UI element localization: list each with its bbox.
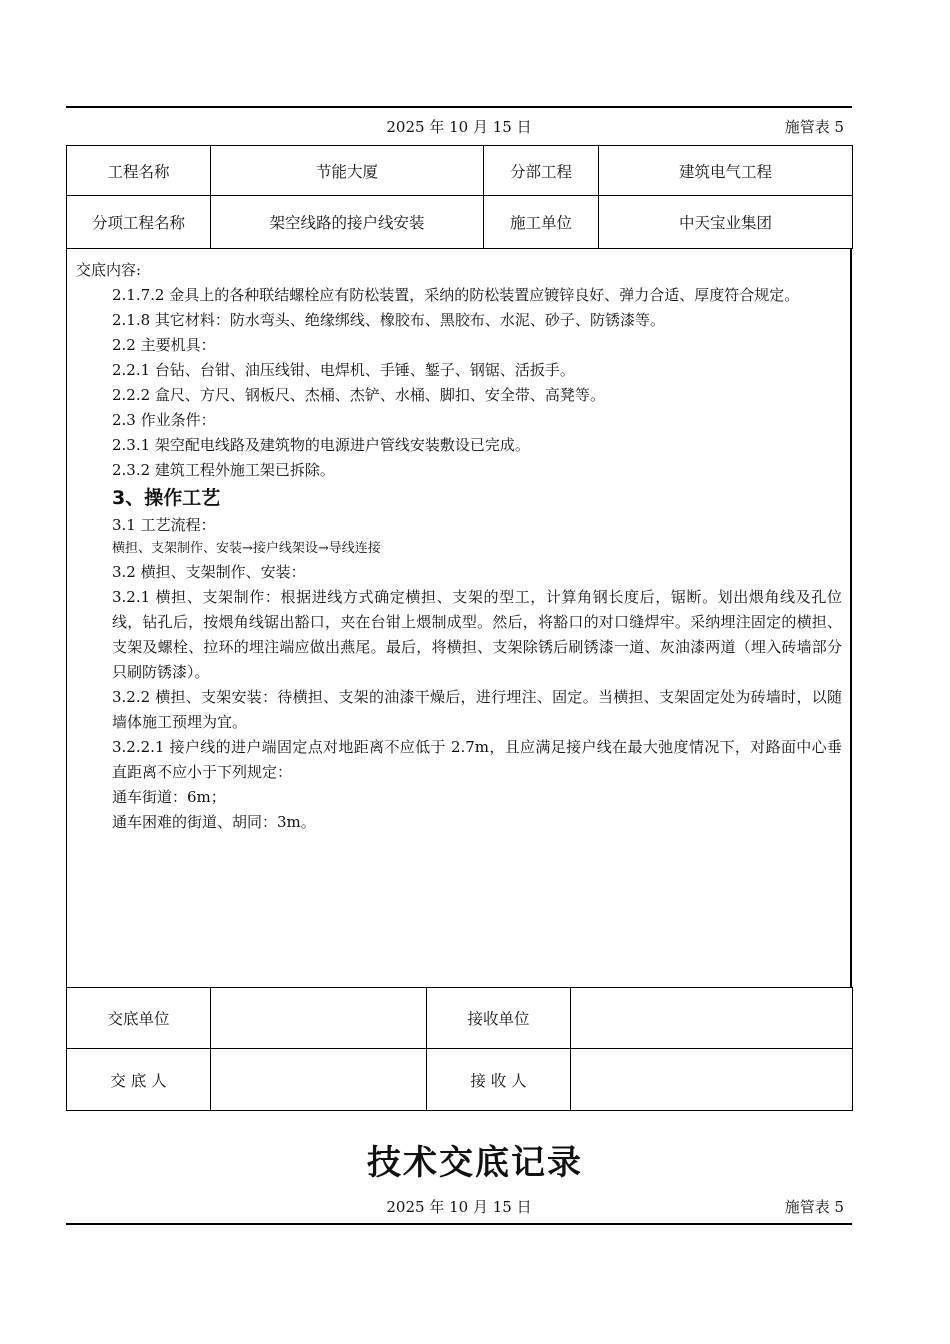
footer-meta [66, 1196, 852, 1216]
issuer-field [211, 1049, 427, 1111]
content-para: 2.1.7.2 金具上的各种联结螺栓应有防松装置，采纳的防松装置应镀锌良好、弹力合适、厚度符合规定。 [112, 286, 800, 304]
receiver-unit-field [571, 988, 853, 1049]
process-flow: 横担、支架制作、安装→接户线架设→导线连接 [112, 541, 381, 556]
content-para: 2.2 主要机具： [112, 336, 216, 354]
footer-date: 2025 年 10 月 15 日 [386, 1198, 532, 1216]
issuer-unit-field [211, 988, 427, 1049]
content-para: 3.2.2 横担、支架安装：待横担、支架的油漆干燥后，进行埋注、固定。当横担、支架固定处为砖墙时，以随墙体施工预埋为宜。 [112, 688, 842, 731]
footer-form-number: 施管表 5 [784, 1198, 844, 1216]
header-meta [66, 116, 852, 136]
bottom-rule [66, 1223, 852, 1225]
content-para: 通车困难的街道、胡同：3m。 [112, 813, 316, 831]
project-name-value: 节能大厦 [211, 146, 484, 196]
receiver-label: 接 收 人 [427, 1049, 571, 1111]
receiver-field [571, 1049, 853, 1111]
disclosure-content-box [66, 249, 852, 987]
division-value: 建筑电气工程 [599, 146, 853, 196]
receiver-unit-label: 接收单位 [427, 988, 571, 1049]
content-para: 通车街道：6m； [112, 788, 226, 806]
content-label: 交底内容: [76, 261, 142, 279]
content-para: 3.1 工艺流程： [112, 516, 216, 534]
content-para: 2.3 作业条件： [112, 411, 216, 429]
subitem-label: 分项工程名称 [67, 196, 211, 249]
content-para: 3.2.1 横担、支架制作：根据进线方式确定横担、支架的型工，计算角钢长度后，锯断。划出煨角线及孔位线，钻孔后，按煨角线锯出豁口，夹在台钳上煨制成型。然后，将豁口的对口缝焊牢。采纳埋注固定的横担、支架及螺栓、拉环的埋注端应做出燕尾。最后，将横担、支架除锈后刷锈漆一道、灰油漆两道（埋入砖墙部分只刷防锈漆）。 [112, 588, 842, 681]
issuer-label: 交 底 人 [67, 1049, 211, 1111]
content-para: 2.2.2 盒尺、方尺、钢板尺、杰桶、杰铲、水桶、脚扣、安全带、高凳等。 [112, 386, 605, 404]
division-label: 分部工程 [484, 146, 599, 196]
project-name-label: 工程名称 [67, 146, 211, 196]
header-form-number: 施管表 5 [784, 118, 844, 136]
contractor-value: 中天宝业集团 [599, 196, 853, 249]
signature-table [66, 987, 853, 1111]
content-para: 2.2.1 台钻、台钳、油压线钳、电焊机、手锤、錾子、钢锯、活扳手。 [112, 361, 575, 379]
issuer-unit-label: 交底单位 [67, 988, 211, 1049]
page-title: 技术交底记录 [367, 1143, 583, 1183]
disclosure-content [76, 258, 842, 835]
content-para: 3.2.2.1 接户线的进户端固定点对地距离不应低于 2.7m，且应满足接户线在最大弛度情况下，对路面中心垂直距离不应小于下列规定： [112, 738, 842, 781]
top-rule [66, 106, 852, 108]
section-heading: 3、操作工艺 [112, 487, 221, 509]
content-para: 3.2 横担、支架制作、安装： [112, 563, 306, 581]
project-info-table [66, 145, 853, 249]
content-para: 2.3.2 建筑工程外施工架已拆除。 [112, 461, 335, 479]
contractor-label: 施工单位 [484, 196, 599, 249]
content-para: 2.1.8 其它材料：防水弯头、绝缘绑线、橡胶布、黑胶布、水泥、砂子、防锈漆等。 [112, 311, 665, 329]
subitem-value: 架空线路的接户线安装 [211, 196, 484, 249]
content-para: 2.3.1 架空配电线路及建筑物的电源进户管线安装敷设已完成。 [112, 436, 530, 454]
header-date: 2025 年 10 月 15 日 [386, 118, 532, 136]
